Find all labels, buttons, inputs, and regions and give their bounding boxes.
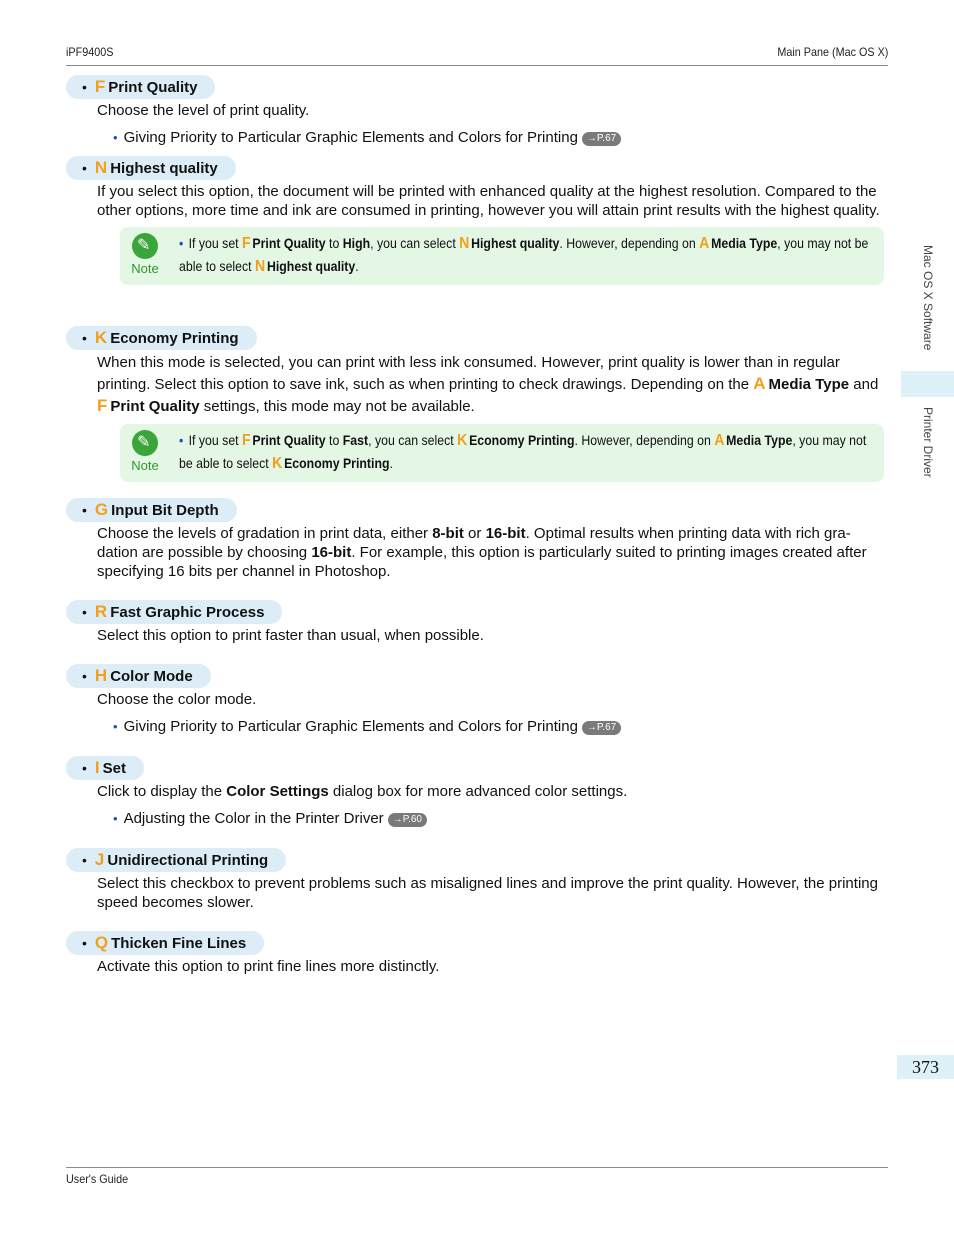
pencil-icon <box>132 430 158 456</box>
reference-link[interactable] <box>113 809 888 828</box>
reference-text[interactable]: Giving Priority to Particular Graphic Elements and Colors for Printing <box>123 718 578 735</box>
section-set <box>66 756 888 848</box>
section-heading <box>66 848 286 872</box>
section-heading <box>66 756 144 780</box>
section-economy-printing <box>66 326 888 486</box>
section-unidirectional-printing <box>66 848 888 931</box>
item-letter: G <box>94 500 109 519</box>
section-body: Choose the level of print quality. <box>97 102 310 119</box>
reference-text[interactable]: Giving Priority to Particular Graphic Elements and Colors for Printing <box>123 129 578 146</box>
footer-guide-title: User's Guide <box>66 1172 129 1186</box>
pencil-icon <box>132 233 158 259</box>
note-box <box>120 227 884 285</box>
bullet: • <box>113 811 118 826</box>
bullet: • <box>82 935 87 951</box>
section-title: Thicken Fine Lines <box>111 934 247 952</box>
section-title: Unidirectional Printing <box>107 851 269 869</box>
section-heading <box>66 600 282 624</box>
bullet: • <box>82 852 87 868</box>
bullet: • <box>82 160 87 176</box>
note-text: • If you set F Print Quality to Fast, you can select K Economy Printing. However, depending on A Media Type, you may not be able to select K Economy Printing. <box>179 432 867 472</box>
section-fast-graphic-process <box>66 600 888 664</box>
reference-text[interactable]: Adjusting the Color in the Printer Driver <box>123 810 384 827</box>
section-body: Click to display the Color Settings dialog box for more advanced color settings. <box>97 783 628 800</box>
section-body: If you select this option, the document will be printed with enhanced quality at the highest resolution. Compared to the other options, more time and ink are consumed in printing, however you will attain print results with the highest quality. <box>97 183 880 219</box>
section-input-bit-depth <box>66 498 888 600</box>
bullet: • <box>82 604 87 620</box>
bullet: • <box>179 235 184 251</box>
item-letter: N <box>94 158 108 177</box>
section-thicken-fine-lines <box>66 931 888 981</box>
bullet: • <box>82 330 87 346</box>
bullet: • <box>82 79 87 95</box>
item-letter: K <box>94 328 108 347</box>
item-letter: R <box>94 602 108 621</box>
section-heading <box>66 931 264 955</box>
section-body: When this mode is selected, you can print with less ink consumed. However, print quality is lower than in regular printing. Select this option to save ink, such as when printing to check drawings. Depending on the A Media Type and F Print Quality settings, this mode may not be available. <box>97 354 879 415</box>
page-number: 373 <box>897 1055 954 1079</box>
section-highest-quality <box>66 156 888 326</box>
section-body: Activate this option to print fine lines more distinctly. <box>97 958 440 975</box>
item-letter: J <box>94 850 105 869</box>
side-tab-mac-software[interactable]: Mac OS X Software <box>921 245 935 351</box>
section-title: Fast Graphic Process <box>110 603 265 621</box>
section-body: Choose the levels of gradation in print data, either 8-bit or 16-bit. Optimal results when printing data with rich gra-dation are possible by choosing 16-bit. For example, this option is particularly suited to printing images created after specifying 16 bits per channel in Photoshop. <box>97 525 867 580</box>
reference-link[interactable] <box>113 717 888 736</box>
bullet: • <box>113 130 118 145</box>
header-divider <box>66 65 888 66</box>
bullet: • <box>82 668 87 684</box>
footer-divider <box>66 1167 888 1168</box>
bullet: • <box>113 719 118 734</box>
note-icon <box>130 430 160 478</box>
section-title: Color Mode <box>110 667 193 685</box>
section-heading <box>66 498 237 522</box>
section-heading <box>66 156 236 180</box>
section-heading <box>66 75 215 99</box>
section-title: Print Quality <box>108 78 198 96</box>
page-reference-badge[interactable]: →P.60 <box>388 813 427 827</box>
header-product-name: iPF9400S <box>66 45 114 59</box>
header-section-title: Main Pane (Mac OS X) <box>776 45 888 59</box>
note-text: • If you set F Print Quality to High, you can select N Highest quality. However, depending on A Media Type, you may not be able to select N Highest quality. <box>179 235 869 275</box>
section-title: Highest quality <box>110 159 218 177</box>
section-print-quality <box>66 75 888 148</box>
note-box <box>120 424 884 482</box>
section-color-mode <box>66 664 888 756</box>
section-heading <box>66 664 211 688</box>
section-title: Economy Printing <box>110 329 239 347</box>
item-letter: F <box>94 77 106 96</box>
page-reference-badge[interactable]: →P.67 <box>582 721 621 735</box>
bullet: • <box>179 432 184 448</box>
section-body: Select this checkbox to prevent problems such as misaligned lines and improve the print quality. However, the printing speed becomes slower. <box>97 875 878 911</box>
side-tab-printer-driver[interactable]: Printer Driver <box>921 407 935 478</box>
item-letter: I <box>94 758 100 777</box>
section-body: Choose the color mode. <box>97 691 257 708</box>
main-content <box>66 75 888 981</box>
reference-link[interactable] <box>113 128 888 147</box>
section-body: Select this option to print faster than usual, when possible. <box>97 627 484 644</box>
bullet: • <box>82 502 87 518</box>
note-label: Note <box>131 458 159 473</box>
item-letter: H <box>94 666 108 685</box>
note-icon <box>130 233 160 281</box>
note-label: Note <box>131 261 159 276</box>
section-title: Input Bit Depth <box>111 501 219 519</box>
item-letter: Q <box>94 933 109 952</box>
bullet: • <box>82 760 87 776</box>
section-heading <box>66 326 257 350</box>
section-title: Set <box>102 759 126 777</box>
side-tab-highlight <box>901 371 954 397</box>
page-reference-badge[interactable]: →P.67 <box>582 132 621 146</box>
